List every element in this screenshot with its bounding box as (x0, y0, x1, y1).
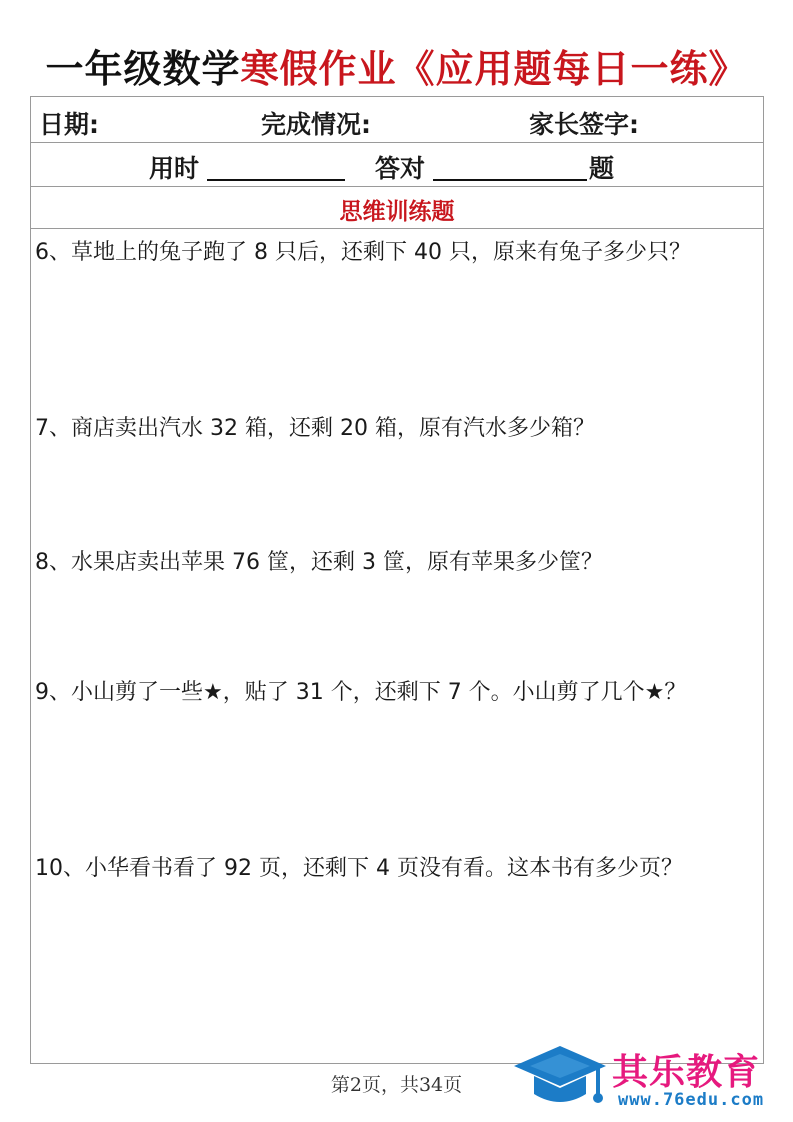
date-label: 日期: (39, 110, 99, 139)
signature-label: 家长签字: (529, 110, 639, 139)
correct-count-label: 答对 (375, 154, 426, 183)
correct-count-blank[interactable] (433, 179, 587, 181)
section-title: 思维训练题 (339, 199, 455, 225)
question-7: 7、商店卖出汽水 32 箱，还剩 20 箱，原有汽水多少箱？ (35, 416, 595, 441)
title-subject: 寒假作业《应用题每日一练》 (240, 47, 748, 91)
brand-logo (512, 1042, 788, 1116)
question-6: 6、草地上的兔子跑了 8 只后，还剩下 40 只，原来有兔子多少只？ (35, 240, 691, 265)
brand-url: www.76edu.com (618, 1090, 765, 1110)
page-footer: 第2页，共34页 (330, 1074, 463, 1096)
question-8: 8、水果店卖出苹果 76 筐，还剩 3 筐，原有苹果多少筐？ (35, 550, 603, 575)
question-unit-label: 题 (589, 154, 615, 183)
question-10: 10、小华看书看了 92 页，还剩下 4 页没有看。这本书有多少页？ (35, 856, 683, 881)
time-used-blank[interactable] (207, 179, 345, 181)
question-9: 9、小山剪了一些★，贴了 31 个，还剩下 7 个。小山剪了几个★？ (35, 680, 687, 705)
info-row (31, 97, 763, 143)
time-used-label: 用时 (149, 154, 200, 183)
worksheet (30, 96, 764, 1064)
page-title (0, 38, 793, 93)
brand-name: 其乐教育 (612, 1052, 761, 1093)
section-row (31, 187, 763, 229)
graduation-cap-icon (512, 1042, 608, 1116)
status-label: 完成情况: (261, 110, 371, 139)
score-row (31, 143, 763, 187)
title-grade: 一年级数学 (45, 47, 241, 91)
